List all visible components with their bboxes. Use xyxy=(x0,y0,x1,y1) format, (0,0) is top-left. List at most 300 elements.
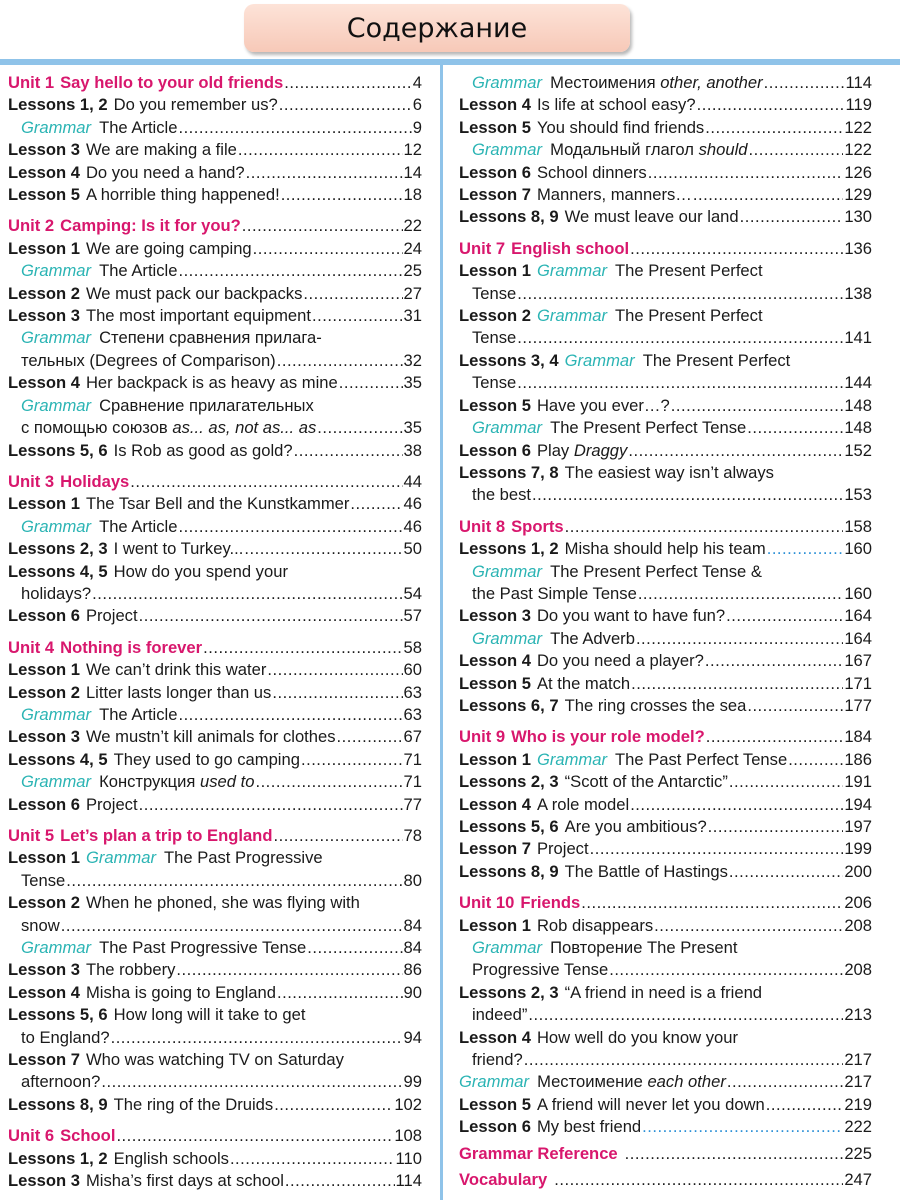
page-number: 99 xyxy=(403,1072,422,1092)
toc-row xyxy=(8,1148,422,1170)
toc-unit-heading[interactable] xyxy=(459,516,872,538)
lesson-label: Lesson 4 xyxy=(459,651,531,671)
page-number: 164 xyxy=(844,628,872,648)
dot-leader xyxy=(767,538,844,560)
unit-title: Friends xyxy=(520,893,581,913)
toc-entry[interactable] xyxy=(459,1071,872,1093)
dot-leader xyxy=(339,372,403,394)
lesson-title: They used to go camping xyxy=(113,749,300,769)
lesson-title: The Present Perfect xyxy=(615,261,763,281)
toc-row xyxy=(8,771,422,793)
toc-entry[interactable] xyxy=(8,395,422,440)
dot-leader xyxy=(671,395,844,417)
toc-row xyxy=(8,139,422,161)
dot-leader xyxy=(111,1027,403,1049)
page-number: 12 xyxy=(403,140,422,160)
dot-leader xyxy=(631,673,843,695)
toc-row xyxy=(8,1071,422,1093)
toc-unit-heading[interactable] xyxy=(8,215,422,237)
lesson-title: The Present Perfect xyxy=(615,306,763,326)
lesson-title: School dinners xyxy=(536,162,647,182)
page-number: 184 xyxy=(844,727,872,747)
lesson-title-cont: Tense xyxy=(472,328,517,348)
dot-leader xyxy=(648,162,844,184)
toc-entry[interactable] xyxy=(459,915,872,937)
toc-entry[interactable] xyxy=(8,238,422,260)
page-number: 114 xyxy=(845,73,872,92)
toc-row xyxy=(8,561,422,583)
toc-entry[interactable] xyxy=(8,327,422,372)
toc-row xyxy=(459,561,872,583)
unit-title: Who is your role model? xyxy=(511,727,705,747)
lesson-label: Lesson 4 xyxy=(8,162,80,182)
lesson-label: Lesson 3 xyxy=(8,140,80,160)
dot-leader xyxy=(609,959,843,981)
lesson-title: Manners, manners… xyxy=(536,185,692,205)
toc-row xyxy=(8,1170,422,1192)
toc-row xyxy=(8,471,422,493)
dot-leader xyxy=(706,726,844,748)
dot-leader xyxy=(130,471,402,493)
lesson-label: Lesson 4 xyxy=(8,982,80,1002)
page-number: 77 xyxy=(403,794,422,814)
toc-reference-section[interactable] xyxy=(459,1143,872,1165)
grammar-title: The Present Perfect Tense xyxy=(550,418,747,438)
toc-entry[interactable] xyxy=(459,440,872,462)
toc-entry[interactable] xyxy=(8,1004,422,1049)
grammar-tag: Grammar xyxy=(472,73,543,92)
grammar-tag: Grammar xyxy=(536,306,607,326)
page-number: 38 xyxy=(403,440,422,460)
toc-row xyxy=(8,283,422,305)
toc-row xyxy=(8,870,422,892)
toc-entry[interactable] xyxy=(459,184,872,206)
grammar-title-italic: used to xyxy=(200,772,255,792)
lesson-label: Lesson 5 xyxy=(8,185,80,205)
page-number: 160 xyxy=(844,583,872,603)
toc-entry[interactable] xyxy=(8,659,422,681)
page-number: 18 xyxy=(403,185,422,205)
toc-row xyxy=(459,395,872,417)
lesson-label: Lesson 1 xyxy=(459,915,531,935)
grammar-tag: Grammar xyxy=(21,117,92,137)
toc-row xyxy=(8,72,422,94)
page-number: 31 xyxy=(403,306,422,326)
toc-row xyxy=(8,605,422,627)
toc-row xyxy=(459,238,872,260)
unit-label: Unit 6 xyxy=(8,1126,55,1146)
grammar-title-italic: each other xyxy=(647,1072,726,1092)
grammar-tag: Grammar xyxy=(459,1072,530,1092)
lesson-title: Misha is going to England xyxy=(85,982,276,1002)
toc-entry[interactable] xyxy=(459,982,872,1027)
toc-entry[interactable] xyxy=(8,892,422,937)
dot-leader xyxy=(337,726,403,748)
toc-row xyxy=(8,1004,422,1026)
dot-leader xyxy=(203,637,402,659)
column-divider xyxy=(440,65,443,1200)
page-number: 247 xyxy=(844,1170,872,1190)
page-number: 110 xyxy=(395,1148,422,1168)
toc-entry[interactable] xyxy=(459,605,872,627)
page-number: 25 xyxy=(403,261,422,281)
lesson-label: Lessons 8, 9 xyxy=(459,207,559,227)
lesson-title: “Scott of the Antarctic” xyxy=(564,772,728,792)
page-number: 60 xyxy=(403,660,422,680)
page-number: 199 xyxy=(844,839,872,859)
toc-entry[interactable] xyxy=(8,260,422,282)
unit-title: Holidays xyxy=(60,471,130,491)
lesson-label: Lesson 3 xyxy=(8,960,80,980)
lesson-label: Lesson 1 xyxy=(8,238,80,258)
page-number: 225 xyxy=(844,1143,872,1163)
grammar-title: Степени сравнения прилага- xyxy=(99,328,322,348)
toc-entry[interactable] xyxy=(459,350,872,395)
dot-leader xyxy=(565,516,844,538)
unit-title: School xyxy=(60,1126,116,1146)
toc-entry[interactable] xyxy=(459,305,872,350)
dot-leader xyxy=(178,704,402,726)
lesson-title-cont: Tense xyxy=(472,283,517,303)
dot-leader xyxy=(312,305,403,327)
toc-entry[interactable] xyxy=(8,372,422,394)
toc-row xyxy=(459,117,872,139)
page-number: 186 xyxy=(844,749,872,769)
toc-row xyxy=(8,395,422,417)
lesson-title: Do you need a player? xyxy=(536,651,704,671)
toc-row xyxy=(459,650,872,672)
lesson-label: Lesson 6 xyxy=(459,1117,531,1137)
page-number: 24 xyxy=(403,238,422,258)
toc-row xyxy=(8,847,422,869)
page-number: 194 xyxy=(844,794,872,814)
lesson-title-cont: snow xyxy=(21,915,60,935)
grammar-title: The Article xyxy=(99,516,178,536)
toc-reference-section[interactable] xyxy=(459,1169,872,1191)
lesson-title: Project xyxy=(85,606,138,626)
page-number: 148 xyxy=(844,418,872,438)
lesson-label: Lesson 7 xyxy=(459,839,531,859)
toc-entry[interactable] xyxy=(459,260,872,305)
toc-row xyxy=(459,139,872,161)
page-number: 90 xyxy=(403,982,422,1002)
page-number: 119 xyxy=(845,95,872,115)
grammar-tag: Grammar xyxy=(85,848,156,868)
lesson-title: Are you ambitious? xyxy=(564,817,707,836)
toc-unit-heading[interactable] xyxy=(8,637,422,659)
toc-row xyxy=(8,305,422,327)
page-number: 44 xyxy=(403,471,422,491)
page-number: 80 xyxy=(403,870,422,890)
toc-entry[interactable] xyxy=(8,704,422,726)
dot-leader xyxy=(590,838,844,860)
toc-entry[interactable] xyxy=(459,794,872,816)
dot-leader xyxy=(729,771,843,793)
dot-leader xyxy=(654,915,843,937)
dot-leader xyxy=(178,260,402,282)
toc-entry[interactable] xyxy=(8,1148,422,1170)
toc-entry[interactable] xyxy=(8,94,422,116)
toc-unit-heading[interactable] xyxy=(459,238,872,260)
lesson-title: Who was watching TV on Saturday xyxy=(85,1050,344,1070)
lesson-title: We mustn’t kill animals for clothes xyxy=(85,727,336,747)
unit-title: Let’s plan a trip to England xyxy=(60,826,273,845)
lesson-label: Lessons 5, 6 xyxy=(8,440,108,460)
page-number: 122 xyxy=(844,117,872,137)
dot-leader xyxy=(178,117,411,139)
toc-entry[interactable] xyxy=(459,117,872,139)
page-number: 46 xyxy=(403,494,422,514)
toc-unit-heading[interactable] xyxy=(8,1125,422,1147)
toc-unit-heading[interactable] xyxy=(459,892,872,914)
lesson-title: The easiest way isn’t always xyxy=(564,462,774,482)
toc-unit-heading[interactable] xyxy=(8,471,422,493)
dot-leader xyxy=(253,238,403,260)
toc-unit-heading[interactable] xyxy=(8,72,422,94)
toc-row xyxy=(459,794,872,816)
toc-entry[interactable] xyxy=(459,861,872,883)
dot-leader xyxy=(279,94,412,116)
grammar-tag: Grammar xyxy=(536,749,607,769)
toc-entry[interactable] xyxy=(8,1170,422,1192)
lesson-label: Lesson 5 xyxy=(459,1094,531,1114)
toc-entry[interactable] xyxy=(8,982,422,1004)
grammar-tag: Grammar xyxy=(21,704,92,724)
grammar-title: The Article xyxy=(99,261,178,281)
lesson-label: Lessons 2, 3 xyxy=(459,982,559,1002)
toc-entry[interactable] xyxy=(459,816,872,838)
lesson-label: Lesson 1 xyxy=(459,261,531,281)
page-number: 86 xyxy=(403,960,422,980)
grammar-title-italic: should xyxy=(698,140,748,160)
toc-row xyxy=(459,184,872,206)
toc-entry[interactable] xyxy=(459,462,872,507)
dot-leader xyxy=(307,937,402,959)
dot-leader xyxy=(317,417,402,439)
toc-row xyxy=(8,637,422,659)
toc-entry[interactable] xyxy=(8,139,422,161)
lesson-title-cont: to England? xyxy=(21,1027,110,1047)
dot-leader xyxy=(303,283,402,305)
grammar-tag: Grammar xyxy=(472,628,543,648)
toc-entry[interactable] xyxy=(459,561,872,606)
toc-entry[interactable] xyxy=(459,1116,872,1138)
toc-entry[interactable] xyxy=(459,771,872,793)
toc-row xyxy=(8,583,422,605)
toc-entry[interactable] xyxy=(8,605,422,627)
lesson-title: Play xyxy=(536,440,570,460)
grammar-tag: Grammar xyxy=(21,938,92,958)
toc-unit-heading[interactable] xyxy=(459,726,872,748)
toc-row xyxy=(8,516,422,538)
lesson-title: Project xyxy=(85,794,138,814)
toc-row xyxy=(459,749,872,771)
dot-leader xyxy=(766,1094,844,1116)
toc-entry[interactable] xyxy=(8,305,422,327)
lesson-label: Lessons 2, 3 xyxy=(459,772,559,792)
dot-leader xyxy=(532,484,843,506)
lesson-label: Lesson 2 xyxy=(459,306,531,326)
toc-row xyxy=(459,305,872,327)
page-number: 141 xyxy=(844,328,872,348)
toc-entry[interactable] xyxy=(459,94,872,116)
unit-label: Unit 8 xyxy=(459,516,506,536)
page-number: 219 xyxy=(844,1094,872,1114)
page-number: 126 xyxy=(844,162,872,182)
lesson-label: Lesson 4 xyxy=(459,794,531,814)
dot-leader xyxy=(749,139,844,161)
toc-entry[interactable] xyxy=(459,206,872,228)
page-number: 35 xyxy=(403,418,422,438)
page-number: 208 xyxy=(844,915,872,935)
toc-entry[interactable] xyxy=(8,493,422,515)
toc-entry[interactable] xyxy=(459,417,872,439)
dot-leader xyxy=(517,283,843,305)
grammar-tag: Grammar xyxy=(21,328,92,348)
dot-leader xyxy=(230,1148,395,1170)
page-number: 208 xyxy=(844,960,872,980)
unit-title: Camping: Is it for you? xyxy=(60,216,241,236)
toc-entry[interactable] xyxy=(459,1027,872,1072)
toc-entry[interactable] xyxy=(8,1094,422,1116)
toc-entry[interactable] xyxy=(8,538,422,560)
page-number: 4 xyxy=(412,73,422,92)
toc-entry[interactable] xyxy=(459,162,872,184)
dot-leader xyxy=(139,794,403,816)
toc-entry[interactable] xyxy=(459,937,872,982)
lesson-label: Lessons 8, 9 xyxy=(8,1094,108,1114)
grammar-tag: Grammar xyxy=(21,772,92,792)
toc-entry[interactable] xyxy=(8,162,422,184)
lesson-label: Lessons 4, 5 xyxy=(8,749,108,769)
toc-entry[interactable] xyxy=(459,139,872,161)
page-number: 27 xyxy=(403,283,422,303)
page-number: 148 xyxy=(844,395,872,415)
page-number: 200 xyxy=(844,861,872,881)
toc-entry[interactable] xyxy=(459,838,872,860)
toc-entry[interactable] xyxy=(8,440,422,462)
toc-entry[interactable] xyxy=(459,395,872,417)
toc-entry[interactable] xyxy=(8,771,422,793)
lesson-title: Litter lasts longer than us xyxy=(85,682,272,702)
toc-entry[interactable] xyxy=(459,650,872,672)
lesson-title: I went to Turkey... xyxy=(113,539,244,559)
unit-title: English school xyxy=(511,238,630,258)
lesson-title-cont: indeed” xyxy=(472,1005,528,1025)
page-number: 144 xyxy=(844,373,872,393)
page-number: 6 xyxy=(412,95,422,115)
toc-entry[interactable] xyxy=(8,794,422,816)
unit-label: Unit 2 xyxy=(8,216,55,236)
toc-entry[interactable] xyxy=(8,1049,422,1094)
dot-leader xyxy=(517,372,843,394)
lesson-title: A friend will never let you down xyxy=(536,1094,765,1114)
toc-row xyxy=(8,417,422,439)
toc-entry[interactable] xyxy=(8,682,422,704)
page-number: 213 xyxy=(844,1005,872,1025)
page-number: 57 xyxy=(403,606,422,626)
toc-entry[interactable] xyxy=(459,673,872,695)
toc-left-column xyxy=(8,72,422,1193)
lesson-title: The ring crosses the sea xyxy=(564,695,747,715)
toc-row xyxy=(8,1094,422,1116)
toc-row xyxy=(8,959,422,981)
toc-entry[interactable] xyxy=(459,695,872,717)
lesson-title: A role model xyxy=(536,794,630,814)
lesson-title: The ring of the Druids xyxy=(113,1094,274,1114)
lesson-label: Lesson 3 xyxy=(459,606,531,626)
lesson-label: Lesson 6 xyxy=(8,606,80,626)
toc-entry[interactable] xyxy=(8,847,422,892)
dot-leader xyxy=(294,440,403,462)
page-number: 94 xyxy=(403,1027,422,1047)
toc-row xyxy=(8,982,422,1004)
grammar-title-cont: тельных (Degrees of Comparison) xyxy=(21,350,276,370)
toc-entry[interactable] xyxy=(8,749,422,771)
dot-leader xyxy=(273,825,402,847)
toc-row xyxy=(459,1169,872,1191)
page-number: 191 xyxy=(844,772,872,792)
toc-entry[interactable] xyxy=(459,628,872,650)
toc-entry[interactable] xyxy=(8,937,422,959)
lesson-title: We must pack our backpacks xyxy=(85,283,303,303)
page-number: 122 xyxy=(844,140,872,160)
grammar-title-cont: с помощью союзов xyxy=(21,418,168,438)
toc-entry[interactable] xyxy=(8,959,422,981)
lesson-title: “A friend in need is a friend xyxy=(564,982,763,1002)
lesson-label: Lesson 1 xyxy=(8,848,80,868)
toc-entry[interactable] xyxy=(8,561,422,606)
toc-entry[interactable] xyxy=(8,283,422,305)
toc-row xyxy=(459,1094,872,1116)
toc-row xyxy=(459,484,872,506)
dot-leader xyxy=(238,139,403,161)
toc-row xyxy=(8,682,422,704)
lesson-label: Lessons 5, 6 xyxy=(8,1005,108,1025)
toc-row xyxy=(8,1125,422,1147)
grammar-title: Сравнение прилагательных xyxy=(99,395,314,415)
page-number: 153 xyxy=(844,485,872,505)
toc-entry[interactable] xyxy=(8,726,422,748)
dot-leader xyxy=(61,915,403,937)
dot-leader xyxy=(246,162,403,184)
toc-unit-heading[interactable] xyxy=(8,825,422,847)
toc-entry[interactable] xyxy=(459,72,872,94)
toc-row xyxy=(8,162,422,184)
lesson-title-cont: the best xyxy=(472,485,532,505)
page-number: 63 xyxy=(403,704,422,724)
dot-leader xyxy=(726,605,843,627)
toc-entry[interactable] xyxy=(459,749,872,771)
toc-row xyxy=(8,117,422,139)
toc-entry[interactable] xyxy=(8,516,422,538)
lesson-title: You should find friends xyxy=(536,117,705,137)
toc-row xyxy=(459,861,872,883)
page-number: 71 xyxy=(403,749,422,769)
toc-entry[interactable] xyxy=(8,117,422,139)
dot-leader xyxy=(705,650,843,672)
lesson-title: Misha’s first days at school xyxy=(85,1171,284,1191)
toc-entry[interactable] xyxy=(8,184,422,206)
dot-leader xyxy=(285,1170,395,1192)
lesson-label: Lesson 7 xyxy=(8,1050,80,1070)
toc-entry[interactable] xyxy=(459,538,872,560)
toc-entry[interactable] xyxy=(459,1094,872,1116)
dot-leader xyxy=(697,94,845,116)
page-number: 54 xyxy=(403,583,422,603)
toc-row xyxy=(459,892,872,914)
page-number: 58 xyxy=(403,637,422,657)
